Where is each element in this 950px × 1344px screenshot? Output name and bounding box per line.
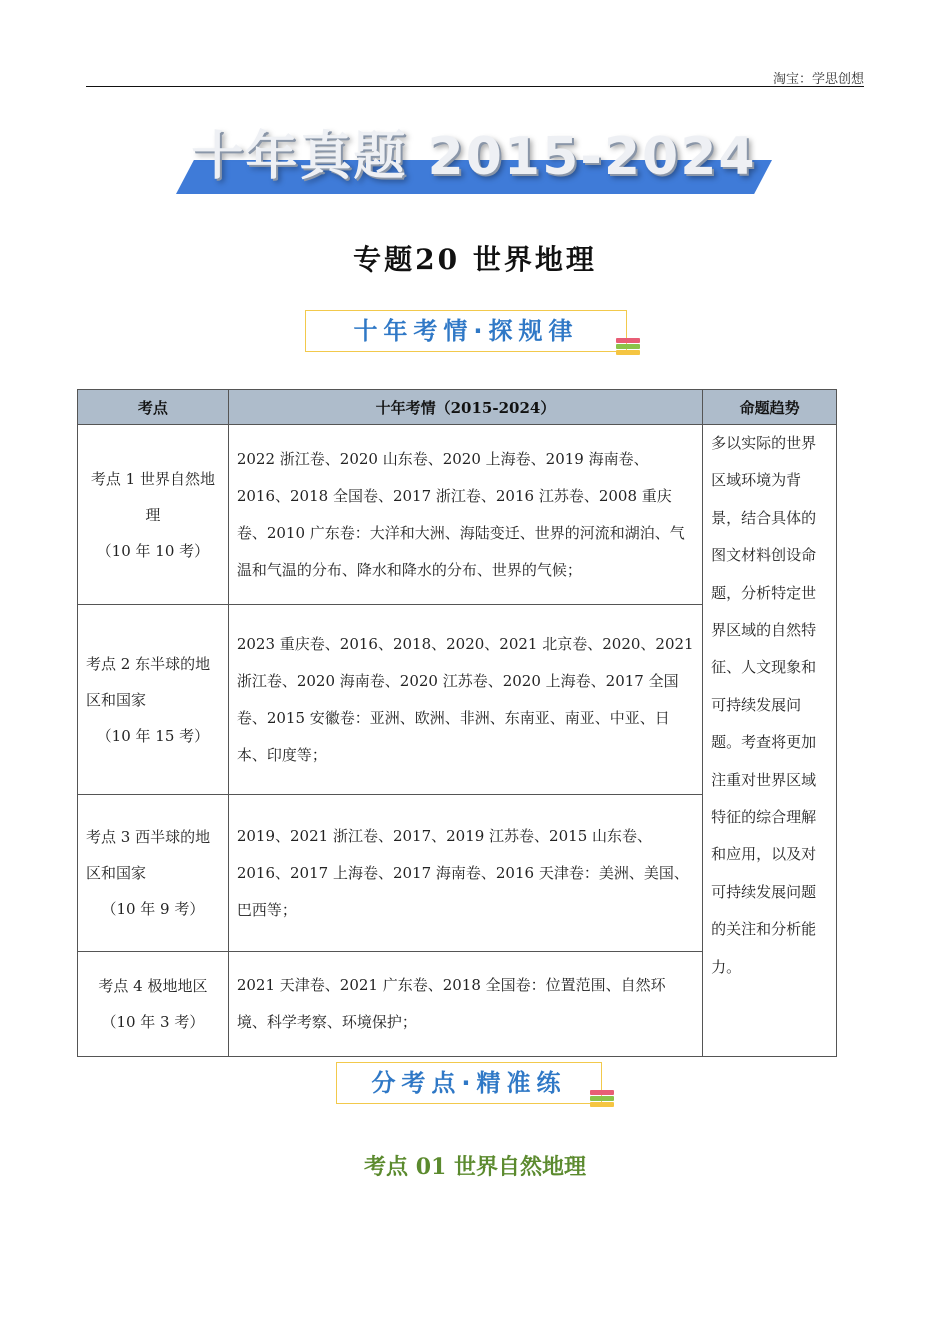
subsection-title: 考点 01 世界自然地理 [364,1154,586,1180]
header-trend: 命题趋势 [703,390,837,425]
point-count: （10 年 15 考） [96,726,210,745]
point-name: 考点 1 世界自然地 [90,469,215,488]
section-heading-practice: 分考点·精准练 [336,1062,602,1104]
point-cell [78,605,229,795]
table-row [78,425,837,605]
point-cell [78,952,229,1057]
header-years: 十年考情（2015-2024） [228,390,702,425]
point-name-cont: 区和国家 [86,864,147,882]
header-rule [86,86,864,87]
point-count: （10 年 3 考） [101,1013,205,1031]
years-cell: 2019、2021 浙江卷、2017、2019 江苏卷、2015 山东卷、2016、2017 上海卷、2017 海南卷、2016 天津卷：美洲、美国、巴西等； [228,795,702,952]
point-cell [78,795,229,952]
exam-trend-table [77,389,837,1057]
point-count: （10 年 10 考） [96,541,210,560]
point-name-cont: 区和国家 [86,690,147,709]
section-heading-trends: 十年考情·探规律 [305,310,627,352]
point-name: 考点 3 西半球的地 [86,828,211,846]
point-count: （10 年 9 考） [101,900,205,918]
years-cell: 2023 重庆卷、2016、2018、2020、2021 北京卷、2020、2021 浙江卷、2020 海南卷、2020 江苏卷、2020 上海卷、2017 全国卷、2015 安徽卷：亚洲、欧洲、非洲、东南亚、南亚、中亚、日本、印度等； [228,605,702,795]
years-cell: 2022 浙江卷、2020 山东卷、2020 上海卷、2019 海南卷、2016、2018 全国卷、2017 浙江卷、2016 江苏卷、2008 重庆卷、2010 广东卷：大洋和大洲、海陆变迁、世界的河流和湖泊、气温和气温的分布、降水和降水的分布、世界的气候； [228,425,702,605]
years-cell: 2021 天津卷、2021 广东卷、2018 全国卷：位置范围、自然环境、科学考察、环境保护； [228,952,702,1057]
header-point: 考点 [78,390,229,425]
banner-text: 十年真题 2015-2024 [191,127,757,187]
point-name-cont: 理 [145,505,161,524]
point-name: 考点 4 极地地区 [98,977,208,995]
document-title: 专题20 世界地理 [353,243,597,276]
table-header-row [78,390,837,425]
books-icon [616,338,642,358]
header-note: 淘宝：学思创想 [772,72,864,87]
point-cell [78,425,229,605]
books-icon [590,1090,616,1110]
point-name: 考点 2 东半球的地 [86,654,211,673]
trend-cell: 多以实际的世界区域环境为背景，结合具体的图文材料创设命题，分析特定世界区域的自然特征、人文现象和可持续发展问题。考查将更加注重对世界区域特征的综合理解和应用，以及对可持续发展问题的关注和分析能力。 [703,425,837,1057]
title-banner [176,122,772,196]
